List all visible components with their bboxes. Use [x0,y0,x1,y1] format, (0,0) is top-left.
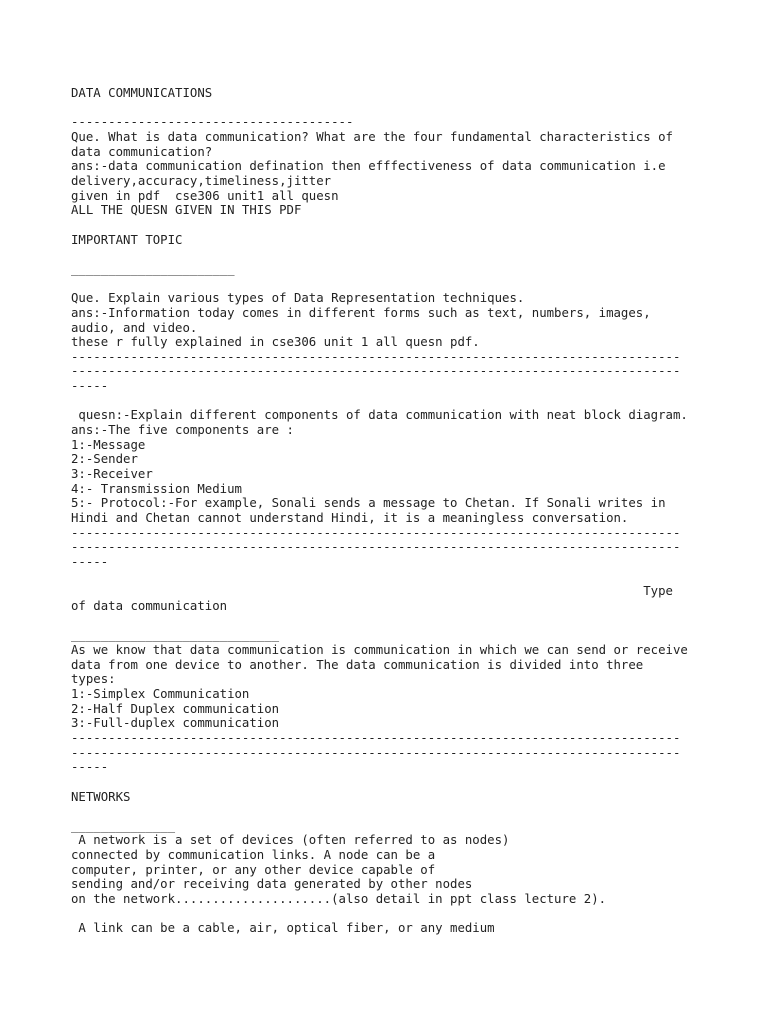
document-page [71,86,701,936]
document-title: DATA COMMUNICATIONS [71,86,213,100]
document-body: -------------------------------------- Que. What is data communication? What are the four fundamental characteristics of data communication? ans:-data communication defination then efffectiveness of data communication i.e delivery,accuracy,timeliness,jitter given in pdf cse306 unit1 all quesn ALL THE QUESN GIVEN IN THIS PDF IMPORTANT TOPIC ______________________ Que. Explain various types of Data Representation techniques. ans:-Information today comes in different forms such as text, numbers, images, audio, and video. these r fully explained in cse306 unit 1 all quesn pdf. ---------------------------------------------------------------------------------- ---------------------------------------------------------------------------------- ----- quesn:-Explain different components of data communication with neat block diagram. ans:-The five components are : 1:-Message 2:-Sender 3:-Receiver 4:- Transmission Medium 5:- Protocol:-For example, Sonali sends a message to Chetan. If Sonali writes in Hindi and Chetan cannot understand Hindi, it is a meaningless conversation. ---------------------------------------------------------------------------------- ---------------------------------------------------------------------------------- ----- Type of data communication ____________________________ As we know that data communication is communication in which we can send or receive data from one device to another. The data communication is divided into three types: 1:-Simplex Communication 2:-Half Duplex communication 3:-Full-duplex communication ---------------------------------------------------------------------------------- ---------------------------------------------------------------------------------- ----- NETWORKS ______________ A network is a set of devices (often referred to as nodes) connected by communication links. A node can be a computer, printer, or any other device capable of sending and/or receiving data generated by other nodes on the network.....................(also detail in ppt class lecture 2). A link can be a cable, air, optical fiber, or any medium [71,115,688,936]
